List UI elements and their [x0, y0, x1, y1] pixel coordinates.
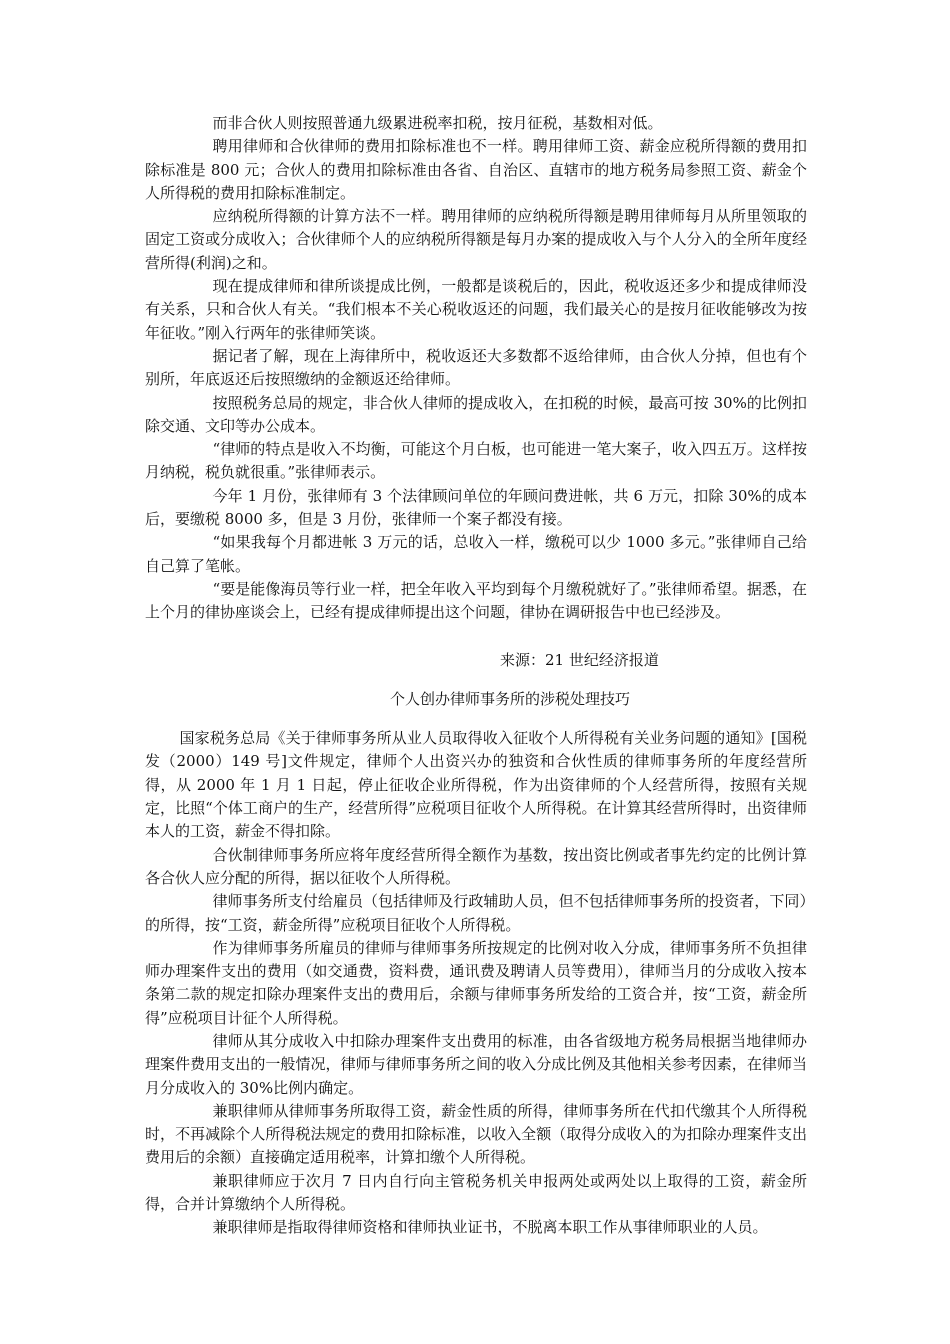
paragraph: 国家税务总局《关于律师事务所从业人员取得收入征收个人所得税有关业务问题的通知》[国税发（2000）149 号]文件规定，律师个人出资兴办的独资和合伙性质的律师事务所的年度经营所得，从 2000 年 1 月 1 日起，停止征收企业所得税，作为出资律师的个人经营所得，按照有关规定，比照“个体工商户的生产，经营所得”应税项目征收个人所得税。在计算其经营所得时，出资律师本人的工资，薪金不得扣除。 — [145, 729, 807, 841]
paragraph: 兼职律师是指取得律师资格和律师执业证书，不脱离本职工作从事律师职业的人员。 — [212, 1218, 768, 1237]
paragraph: “如果我每个月都进帐 3 万元的话，总收入一样，缴税可以少 1000 多元。”张律师自己给自己算了笔帐。 — [145, 533, 807, 575]
paragraph: 据记者了解，现在上海律所中，税收返还大多数都不返给律师，由合伙人分掉，但也有个别所，年底返还后按照缴纳的金额返还给律师。 — [145, 346, 807, 389]
paragraph: 作为律师事务所雇员的律师与律师事务所按规定的比例对收入分成，律师事务所不负担律师办理案件支出的费用（如交通费，资料费，通讯费及聘请人员等费用），律师当月的分成收入按本条第二款的规定扣除办理案件支出的费用后，余额与律师事务所发给的工资合并，按“工资，薪金所得”应税项目计征个人所得税。 — [145, 938, 807, 1027]
paragraph: 现在提成律师和律所谈提成比例，一般都是谈税后的，因此，税收返还多少和提成律师没有关系，只和合伙人有关。“我们根本不关心税收返还的问题，我们最关心的是按月征收能够改为按年征收。”刚入行两年的张律师笑谈。 — [145, 277, 807, 342]
source-line: 来源：21 世纪经济报道 — [500, 650, 659, 669]
paragraph: 律师从其分成收入中扣除办理案件支出费用的标准，由各省级地方税务局根据当地律师办理案件费用支出的一般情况，律师与律师事务所之间的收入分成比例及其他相关参考因素，在律师当月分成收入的 30%比例内确定。 — [145, 1031, 807, 1097]
paragraph: 而非合伙人则按照普通九级累进税率扣税，按月征税，基数相对低。 — [212, 114, 663, 132]
paragraph: 按照税务总局的规定，非合伙人律师的提成收入，在扣税的时候，最高可按 30%的比例扣除交通、文印等办公成本。 — [145, 393, 807, 435]
paragraph: 合伙制律师事务所应将年度经营所得全额作为基数，按出资比例或者事先约定的比例计算各合伙人应分配的所得，据以征收个人所得税。 — [145, 845, 807, 887]
document-body — [145, 112, 807, 1240]
paragraph: “要是能像海员等行业一样，把全年收入平均到每个月缴税就好了。”张律师希望。据悉，在上个月的律协座谈会上，已经有提成律师提出这个问题，律协在调研报告中也已经涉及。 — [145, 579, 807, 622]
paragraph: “律师的特点是收入不均衡，可能这个月白板，也可能进一笔大案子，收入四五万。这样按月纳税，税负就很重。”张律师表示。 — [145, 440, 807, 482]
paragraph: 兼职律师从律师事务所取得工资，薪金性质的所得，律师事务所在代扣代缴其个人所得税时，不再减除个人所得税法规定的费用扣除标准，以收入全额（取得分成收入的为扣除办理案件支出费用后的余额）直接确定适用税率，计算扣缴个人所得税。 — [145, 1101, 807, 1167]
paragraph: 兼职律师应于次月 7 日内自行向主管税务机关申报两处或两处以上取得的工资，薪金所得，合并计算缴纳个人所得税。 — [145, 1171, 807, 1214]
paragraph: 律师事务所支付给雇员（包括律师及行政辅助人员，但不包括律师事务所的投资者，下同）的所得，按“工资，薪金所得”应税项目征收个人所得税。 — [145, 892, 807, 934]
article-title: 个人创办律师事务所的涉税处理技巧 — [389, 689, 630, 708]
paragraph: 应纳税所得额的计算方法不一样。聘用律师的应纳税所得额是聘用律师每月从所里领取的固定工资或分成收入；合伙律师个人的应纳税所得额是每月办案的提成收入与个人分入的全所年度经营所得(利润)之和。 — [145, 207, 807, 272]
paragraph: 聘用律师和合伙律师的费用扣除标准也不一样。聘用律师工资、薪金应税所得额的费用扣除标准是 800 元；合伙人的费用扣除标准由各省、自治区、直辖市的地方税务局参照工资、薪金个人所得税的费用扣除标准制定。 — [145, 137, 807, 202]
paragraph: 今年 1 月份，张律师有 3 个法律顾问单位的年顾问费进帐，共 6 万元，扣除 30%的成本后，要缴税 8000 多，但是 3 月份，张律师一个案子都没有接。 — [145, 486, 807, 529]
